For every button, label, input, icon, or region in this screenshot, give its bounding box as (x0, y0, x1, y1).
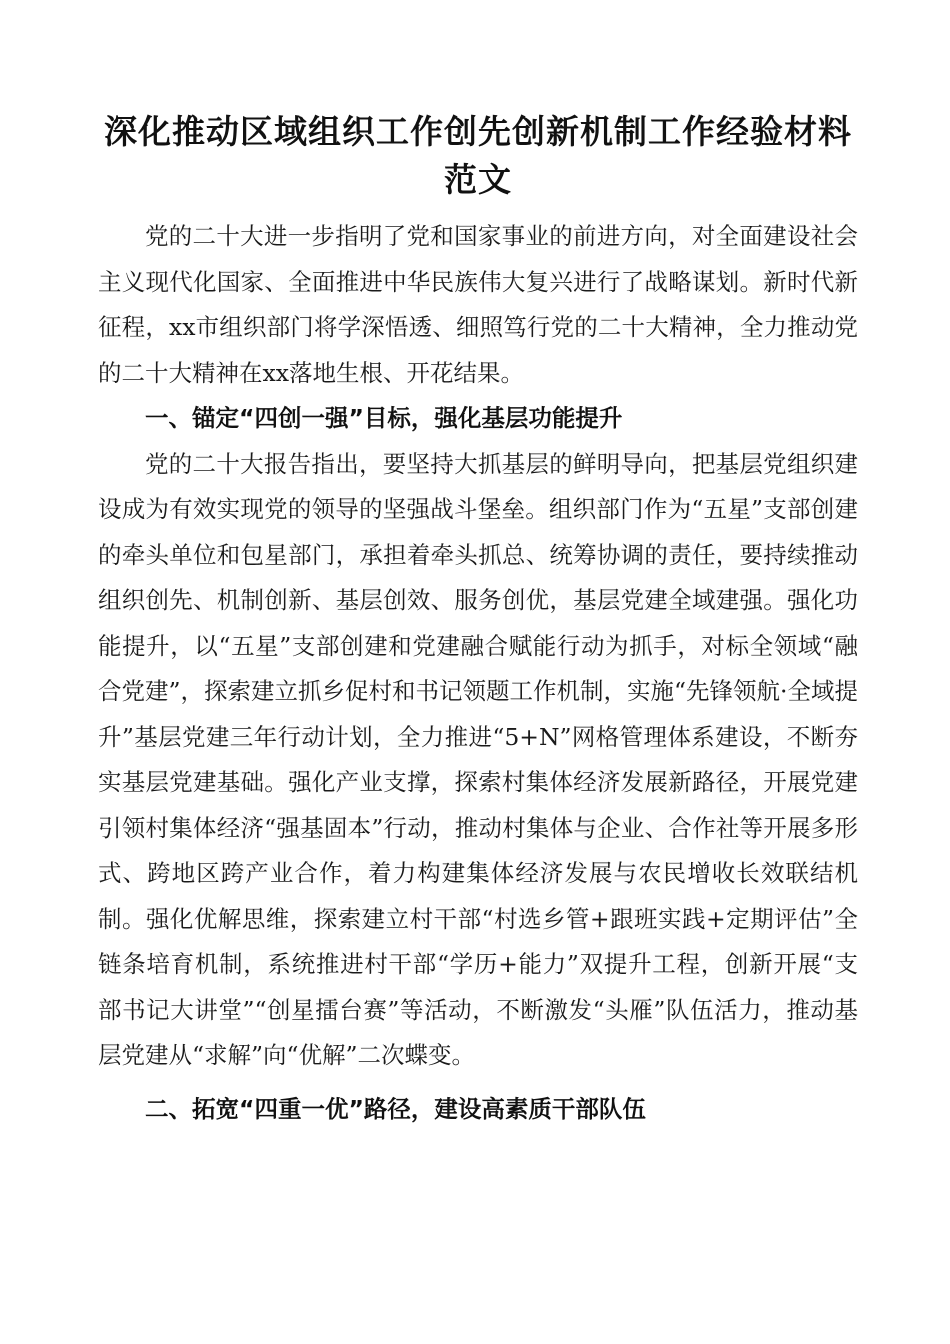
document-title: 深化推动区域组织工作创先创新机制工作经验材料范文 (104, 112, 852, 199)
section-1-paragraph: 党的二十大报告指出，要坚持大抓基层的鲜明导向，把基层党组织建设成为有效实现党的领导的坚强战斗堡垒。组织部门作为“五星”支部创建的牵头单位和包星部门，承担着牵头抓总、统筹协调的责任，要持续推动组织创先、机制创新、基层创效、服务创优，基层党建全域建强。强化功能提升，以“五星”支部创建和党建融合赋能行动为抓手，对标全领域“融合党建”，探索建立抓乡促村和书记领题工作机制，实施“先锋领航·全域提升”基层党建三年行动计划，全力推进“5+N”网格管理体系建设，不断夯实基层党建基础。强化产业支撑，探索村集体经济发展新路径，开展党建引领村集体经济“强基固本”行动，推动村集体与企业、合作社等开展多形式、跨地区跨产业合作，着力构建集体经济发展与农民增收长效联结机制。强化优解思维，探索建立村干部“村选乡管+跟班实践+定期评估”全链条培育机制，系统推进村干部“学历+能力”双提升工程，创新开展“支部书记大讲堂”“创星擂台赛”等活动，不断激发“头雁”队伍活力，推动基层党建从“求解”向“优解”二次蝶变。 (98, 449, 858, 1069)
intro-paragraph: 党的二十大进一步指明了党和国家事业的前进方向，对全面建设社会主义现代化国家、全面推进中华民族伟大复兴进行了战略谋划。新时代新征程，xx市组织部门将学深悟透、细照笃行党的二十大精神，全力推动党的二十大精神在xx落地生根、开花结果。 (98, 222, 858, 387)
section-2-heading: 二、拓宽“四重一优”路径，建设高素质干部队伍 (145, 1094, 646, 1123)
section-1-heading: 一、锚定“四创一强”目标，强化基层功能提升 (145, 404, 623, 432)
